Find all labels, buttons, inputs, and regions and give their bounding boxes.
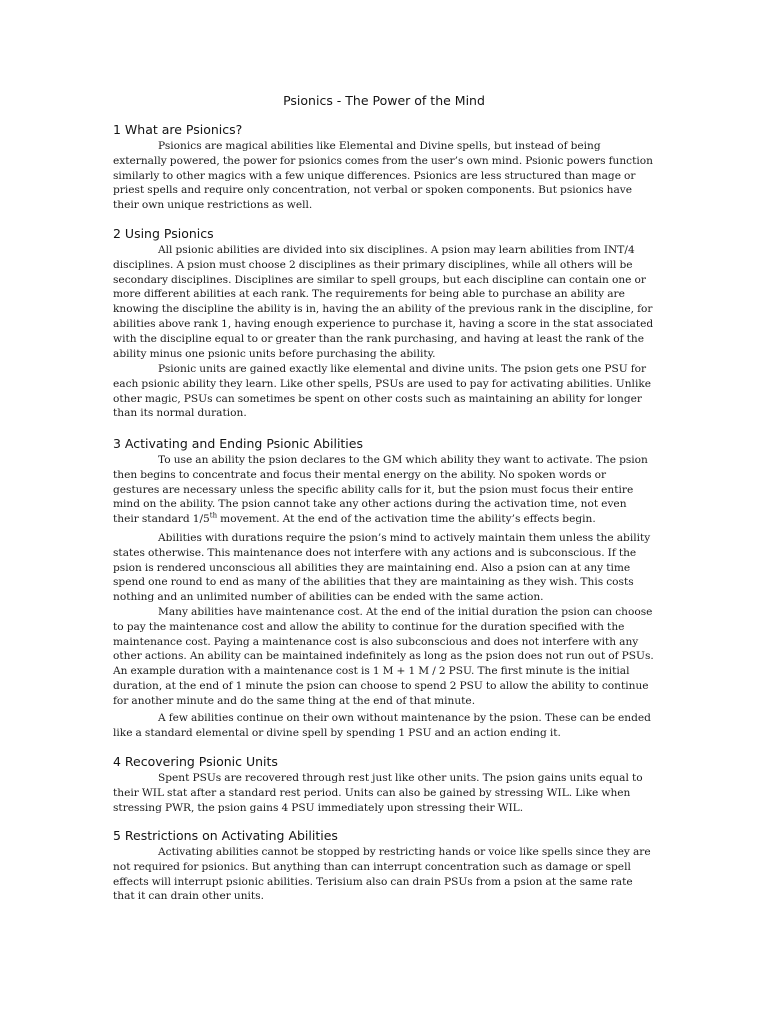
paragraph-recovering-units: Spent PSUs are recovered through rest just like other units. The psion gains units equal to their WIL stat after a standard rest period. Units can also be gained by stressing WIL. Like when stressing PWR, the psion gains 4 PSU immediately upon stressing their WIL. [113, 772, 643, 814]
activation-text-continued: movement. At the end of the activation time the ability’s effects begin. [217, 513, 596, 526]
section-heading-restrictions: 5 Restrictions on Activating Abilities [113, 828, 338, 843]
section-heading-activating-ending: 3 Activating and Ending Psionic Abilities [113, 436, 363, 451]
section-heading-recovering-units: 4 Recovering Psionic Units [113, 754, 278, 769]
paragraph-psionic-disciplines: All psionic abilities are divided into six disciplines. A psion may learn abilities from INT/4 disciplines. A psion must choose 2 disciplines as their primary disciplines, while all others will be secondary disciplines. Disciplines are similar to spell groups, but each discipline can contain one or more different abilities at each rank. The requirements for being able to purchase an ability are knowing the discipline the ability is in, having the an ability of the previous rank in the discipline, for abilities above rank 1, having enough experience to purchase it, having a score in the stat associated with the discipline equal to or greater than the rank purchasing, and having at least the rank of the ability minus one psionic units before purchasing the ability. [113, 244, 654, 360]
activation-text: To use an ability the psion declares to the GM which ability they want to activate. The psion then begins to concentrate and focus their mental energy on the ability. No spoken words or gestures are necessary unless the specific ability calls for it, but the psion must focus their entire mind on the ability. The psion cannot take any other actions during the activation time, not even their standard 1/5 [113, 454, 648, 526]
paragraph-what-are-psionics: Psionics are magical abilities like Elemental and Divine spells, but instead of being externally powered, the power for psionics comes from the user’s own mind. Psionic powers function similarly to other magics with a few unique differences. Psionics are less structured than mage or priest spells and require only concentration, not verbal or spoken components. But psionics have their own unique restrictions as well. [113, 140, 653, 212]
paragraph-maintenance-cost: Many abilities have maintenance cost. At the end of the initial duration the psion can choose to pay the maintenance cost and allow the ability to continue for the duration specified with the maintenance cost. Paying a maintenance cost is also subconscious and does not interfere with any other actions. An ability can be maintained indefinitely as long as the psion does not run out of PSUs. An example duration with a maintenance cost is 1 M + 1 M / 2 PSU. The first minute is the initial duration, at the end of 1 minute the psion can choose to spend 2 PSU to allow the ability to continue for another minute and do the same thing at the end of that minute. [113, 606, 654, 707]
document-title: Psionics - The Power of the Mind [283, 93, 485, 108]
paragraph-restrictions: Activating abilities cannot be stopped by restricting hands or voice like spells since they are not required for psionics. But anything than can interrupt concentration such as damage or spell effects will interrupt psionic abilities. Terisium also can drain PSUs from a psion at the same rate that it can drain other units. [113, 846, 651, 903]
paragraph-psionic-units: Psionic units are gained exactly like elemental and divine units. The psion gets one PSU for each psionic ability they learn. Like other spells, PSUs are used to pay for activating abilities. Unlike other magic, PSUs can sometimes be spent on other costs such as maintaining an ability for longer than its normal duration. [113, 363, 652, 420]
paragraph-activation [113, 453, 655, 527]
section-heading-using-psionics: 2 Using Psionics [113, 226, 214, 241]
section-heading-what-are-psionics: 1 What are Psionics? [113, 122, 243, 137]
ordinal-superscript: th [209, 511, 218, 520]
paragraph-maintaining-abilities: Abilities with durations require the psion’s mind to actively maintain them unless the ability states otherwise. This maintenance does not interfere with any actions and is subconscious. If the psion is rendered unconscious all abilities they are maintaining end. Also a psion can at any time spend one round to end as many of the abilities that they are maintaining as they wish. This costs nothing and an unlimited number of abilities can be ended with the same action. [113, 532, 651, 604]
paragraph-self-sustaining-abilities: A few abilities continue on their own without maintenance by the psion. These can be ended like a standard elemental or divine spell by spending 1 PSU and an action ending it. [113, 712, 651, 739]
